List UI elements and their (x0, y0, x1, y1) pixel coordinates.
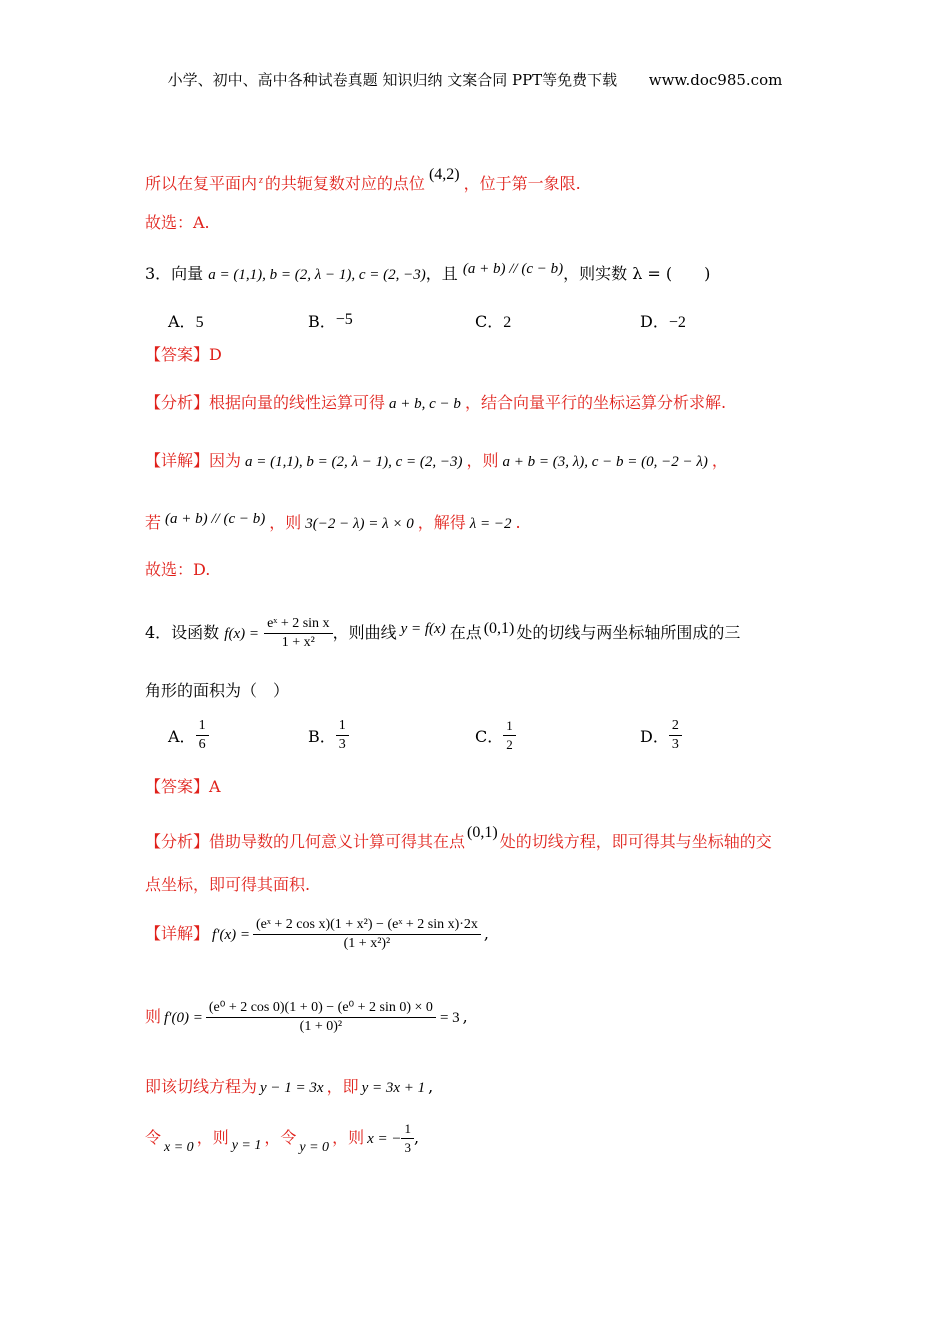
fraction-numerator: 1 (401, 1120, 414, 1139)
fraction-numerator: (eˣ + 2 cos x)(1 + x²) − (eˣ + 2 sin x)·2x (253, 916, 481, 935)
math-equation: 3(−2 − λ) = λ × 0 (305, 516, 414, 532)
math-equation: x = − (367, 1131, 402, 1147)
text: , (462, 1007, 468, 1026)
fraction-denominator: 3 (671, 737, 679, 752)
question-4-stem (145, 610, 740, 653)
answer-selection: 故选：A. (145, 213, 210, 232)
option-a[interactable] (168, 309, 204, 332)
question-number: 4．设函数 (145, 623, 220, 642)
option-value: −2 (668, 314, 686, 331)
fraction-numerator: 1 (503, 717, 516, 736)
text: ，则 (332, 1128, 365, 1147)
text: 即该切线方程为 (145, 1077, 258, 1096)
fraction-denominator: 3 (338, 737, 346, 752)
analysis-line-cont: 点坐标，即可得其面积. (145, 875, 311, 894)
option-fraction (669, 717, 682, 754)
option-a[interactable] (168, 717, 209, 754)
text: 令 (145, 1128, 162, 1147)
text: ，结合向量平行的坐标运算分析求解. (464, 393, 727, 412)
fraction-numerator: 2 (669, 717, 682, 736)
option-label: A． (168, 312, 196, 331)
header-ad-text: 小学、初中、高中各种试卷真题 知识归纳 文案合同 PPT等免费下载 (167, 71, 618, 89)
answer-selection: 故选：D. (145, 560, 211, 579)
fraction-numerator: 1 (196, 717, 209, 736)
math-fraction (206, 999, 436, 1036)
fraction-denominator: 6 (198, 737, 206, 752)
option-label: A． (168, 727, 196, 746)
option-label: D． (640, 727, 669, 746)
text: 在点 (449, 623, 482, 642)
option-c[interactable] (475, 309, 511, 332)
detail-line-1 (145, 450, 728, 473)
text: ，且 (425, 264, 458, 283)
option-value: 5 (195, 314, 204, 331)
text: . (515, 513, 521, 532)
option-label: B． (308, 727, 336, 746)
fraction-denominator: 3 (404, 1140, 411, 1155)
math-equation: x = 0 (164, 1140, 194, 1155)
detail-derivative (145, 910, 489, 959)
option-b[interactable] (308, 717, 349, 754)
text: , (483, 924, 490, 943)
option-value: −5 (335, 311, 353, 328)
math-equation: y = 1 (231, 1138, 262, 1153)
math-vectors: a = (1,1), b = (2, λ − 1), c = (2, −3) (208, 267, 426, 283)
option-label: C． (475, 312, 504, 331)
text: 处的切线方程，即可得其与坐标轴的交 (499, 832, 772, 851)
math-parallel: (a + b) // (c − b) (462, 261, 564, 277)
text: 处的切线与两坐标轴所围成的三 (516, 623, 741, 642)
math-expression: a + b, c − b (389, 396, 461, 412)
analysis-line (145, 822, 772, 853)
fraction-denominator: (1 + 0)² (299, 1019, 343, 1034)
math-parallel: (a + b) // (c − b) (165, 511, 266, 527)
text: ，则 (269, 513, 302, 532)
text: ，即 (326, 1077, 359, 1096)
text: ， (711, 451, 728, 470)
text: ，位于第一象限. (463, 174, 581, 193)
math-fraction (401, 1120, 414, 1157)
math-fraction (253, 916, 481, 953)
text: 若 (145, 513, 162, 532)
text: ，则 (196, 1128, 229, 1147)
text: 所以在复平面内 (145, 174, 258, 193)
fraction-numerator: eˣ + 2 sin x (264, 615, 333, 634)
option-label: D． (640, 312, 669, 331)
option-fraction (196, 717, 209, 754)
text: 借助导数的几何意义计算可得其在点 (209, 832, 466, 851)
option-fraction (503, 717, 516, 754)
math-point: (0,1) (483, 620, 515, 637)
option-label: C． (475, 727, 504, 746)
detail-derivative-at-0 (145, 993, 468, 1042)
analysis-line (145, 392, 726, 415)
math-point: (4,2) (428, 166, 460, 183)
text: 的共轭复数对应的点位 (264, 174, 425, 193)
detail-intercepts (145, 1118, 419, 1168)
math-derivative-lhs: f′(x) = (212, 927, 250, 943)
text: , (413, 1128, 420, 1147)
answer-tag: 【答案】A (145, 777, 221, 796)
analysis-tag: 【分析】 (145, 393, 210, 412)
fraction-denominator: (1 + x²)² (343, 936, 391, 951)
question-number: 3．向量 (145, 264, 204, 283)
text: ，则 (466, 451, 499, 470)
text: ，则实数 λ = ( ) (563, 264, 711, 283)
math-equation: y = 0 (299, 1140, 330, 1155)
fraction-denominator: 2 (506, 737, 513, 752)
detail-tag: 【详解】 (145, 924, 210, 943)
math-derivative-lhs: f′(0) = (164, 1010, 203, 1026)
conclusion-line (145, 164, 581, 195)
detail-tag: 【详解】 (145, 451, 210, 470)
math-z: z (259, 175, 263, 186)
text: 因为 (209, 451, 242, 470)
text: , (428, 1077, 434, 1096)
math-result: λ = −2 (469, 516, 512, 532)
math-equation: y − 1 = 3x (260, 1080, 324, 1096)
fraction-numerator: (e⁰ + 2 cos 0)(1 + 0) − (e⁰ + 2 sin 0) × 0 (206, 999, 436, 1018)
detail-tangent-line (145, 1076, 433, 1099)
option-d[interactable] (640, 717, 682, 754)
text: ，则曲线 (332, 623, 397, 642)
option-label: B． (308, 312, 336, 331)
text: ，解得 (417, 513, 466, 532)
page-header (0, 69, 950, 90)
fraction-denominator: 1 + x² (281, 635, 315, 650)
math-expression: a + b = (3, λ), c − b = (0, −2 − λ) (502, 454, 708, 470)
header-url: www.doc985.com (648, 71, 783, 89)
option-d[interactable] (640, 309, 686, 332)
math-curve: y = f(x) (400, 621, 446, 637)
option-value: 2 (503, 314, 512, 331)
text: ，令 (264, 1128, 297, 1147)
math-result: = 3 (439, 1010, 460, 1026)
analysis-tag: 【分析】 (145, 832, 210, 851)
math-equation: y = 3x + 1 (361, 1080, 426, 1096)
text: 根据向量的线性运算可得 (209, 393, 386, 412)
question-3-stem (145, 258, 710, 286)
option-c[interactable] (475, 717, 516, 754)
option-fraction (336, 717, 349, 754)
math-vectors: a = (1,1), b = (2, λ − 1), c = (2, −3) (245, 454, 463, 470)
option-b[interactable] (308, 309, 353, 332)
math-point: (0,1) (467, 824, 498, 841)
detail-line-2 (145, 508, 521, 535)
text: 则 (145, 1007, 162, 1026)
fraction-numerator: 1 (336, 717, 349, 736)
answer-tag: 【答案】D (145, 345, 222, 364)
question-4-stem-cont: 角形的面积为（ ） (145, 681, 290, 700)
math-function-lhs: f(x) = (224, 626, 259, 642)
math-fraction (264, 615, 333, 652)
